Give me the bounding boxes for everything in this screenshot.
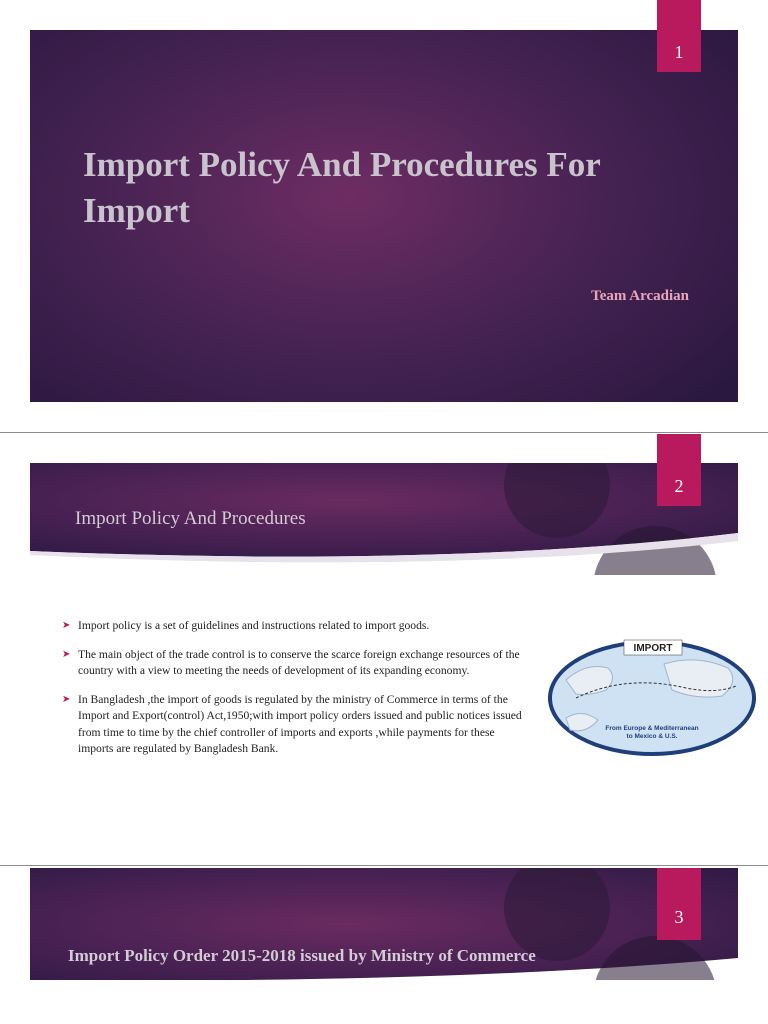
arrow-bullet-icon: ➤	[62, 620, 71, 631]
slide-1-subtitle: Team Arcadian	[591, 288, 689, 304]
slide-1	[30, 30, 738, 402]
slide-2-header	[30, 463, 738, 575]
import-map-image	[546, 638, 758, 758]
slide-divider	[0, 865, 768, 866]
bullet-text: Import policy is a set of guidelines and instructions related to import goods.	[78, 619, 430, 632]
map-caption-line-1: From Europe & Mediterranean	[605, 725, 699, 732]
bullet-item	[62, 692, 532, 758]
map-heading: IMPORT	[633, 643, 673, 654]
slide-number-3: 3	[657, 868, 701, 940]
bullet-text: The main object of the trade control is to conserve the scarce foreign exchange resources of the country with a view to meeting the needs of development of its expanding economy.	[78, 647, 520, 677]
slide-3-header	[30, 868, 738, 980]
bullet-item	[62, 647, 532, 680]
arrow-bullet-icon: ➤	[62, 693, 71, 705]
map-caption-line-2: to Mexico & U.S.	[626, 733, 678, 740]
slide-1-title: Import Policy And Procedures For Import	[83, 145, 601, 230]
slide-divider	[0, 432, 768, 433]
arrow-bullet-icon: ➤	[62, 648, 71, 660]
bullet-item	[62, 618, 532, 635]
slide-3-title: Import Policy Order 2015-2018 issued by Ministry of Commerce	[68, 946, 536, 965]
slide-number-1: 1	[657, 0, 701, 72]
bullet-text: In Bangladesh ,the import of goods is regulated by the ministry of Commerce in terms of the Import and Export(control) Act,1950;with import policy orders issued and public notices issued from time to time by the chief controller of imports and exports ,while payments for these imports are regulated by Bangladesh Bank.	[78, 692, 522, 755]
slide-2-title: Import Policy And Procedures	[75, 508, 306, 529]
slide-number-2: 2	[657, 434, 701, 506]
bullet-list	[62, 618, 532, 770]
